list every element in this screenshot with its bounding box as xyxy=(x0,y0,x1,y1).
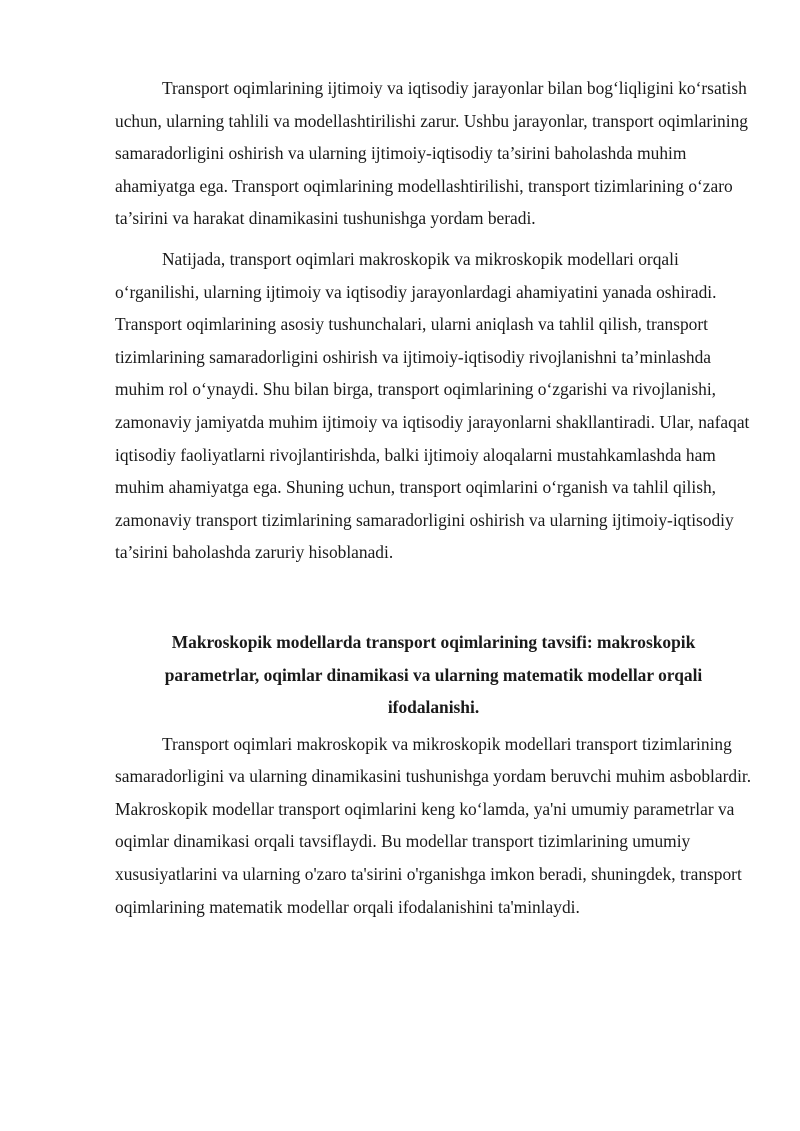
paragraph-2: Natijada, transport oqimlari makroskopik va mikroskopik modellari orqali o‘rganilishi, ularning ijtimoiy va iqtisodiy jarayonlardagi ahamiyatini yanada oshiradi. Transport oqimlarining asosiy tushunchalari, ularni aniqlash va tahlil qilish, transport tizimlarining samaradorligini oshirish va ijtimoiy-iqtisodiy rivojlanishni ta’minlashda muhim rol o‘ynaydi. Shu bilan birga, transport oqimlarining o‘zgarishi va rivojlanishi, zamonaviy jamiyatda muhim ijtimoiy va iqtisodiy jarayonlarni shakllantiradi. Ular, nafaqat iqtisodiy faoliyatlarni rivojlantirishda, balki ijtimoiy aloqalarni mustahkamlashda ham muhim ahamiyatga ega. Shuning uchun, transport oqimlarini o‘rganish va tahlil qilish, zamonaviy transport tizimlarining samaradorligini oshirish va ularning ijtimoiy-iqtisodiy ta’sirini baholashda zaruriy hisoblanadi. xyxy=(115,248,750,563)
section-heading: Makroskopik modellarda transport oqimlarining tavsifi: makroskopik parametrlar, oqimlar dinamikasi va ularning matematik modellar orqali ifodalanishi. xyxy=(164,631,703,718)
paragraph-3: Transport oqimlari makroskopik va mikroskopik modellari transport tizimlarining samaradorligini va ularning dinamikasini tushunishga yordam beruvchi muhim asboblardir. Makroskopik modellar transport oqimlarini keng ko‘lamda, ya'ni umumiy parametrlar va oqimlar dinamikasi orqali tavsiflaydi. Bu modellar transport tizimlarining umumiy xususiyatlarini va ularning o'zaro ta'sirini o'rganishga imkon beradi, shuningdek, transport oqimlarining matematik modellar orqali ifodalanishini ta'minlaydi. xyxy=(115,733,752,917)
paragraph-1: Transport oqimlarining ijtimoiy va iqtisodiy jarayonlar bilan bog‘liqligini ko‘rsatish uchun, ularning tahlili va modellashtirilishi zarur. Ushbu jarayonlar, transport oqimlarining samaradorligini oshirish va ularning ijtimoiy-iqtisodiy ta’sirini baholashda muhim ahamiyatga ega. Transport oqimlarining modellashtirilishi, transport tizimlarining o‘zaro ta’sirini va harakat dinamikasini tushunishga yordam beradi. xyxy=(115,78,748,229)
